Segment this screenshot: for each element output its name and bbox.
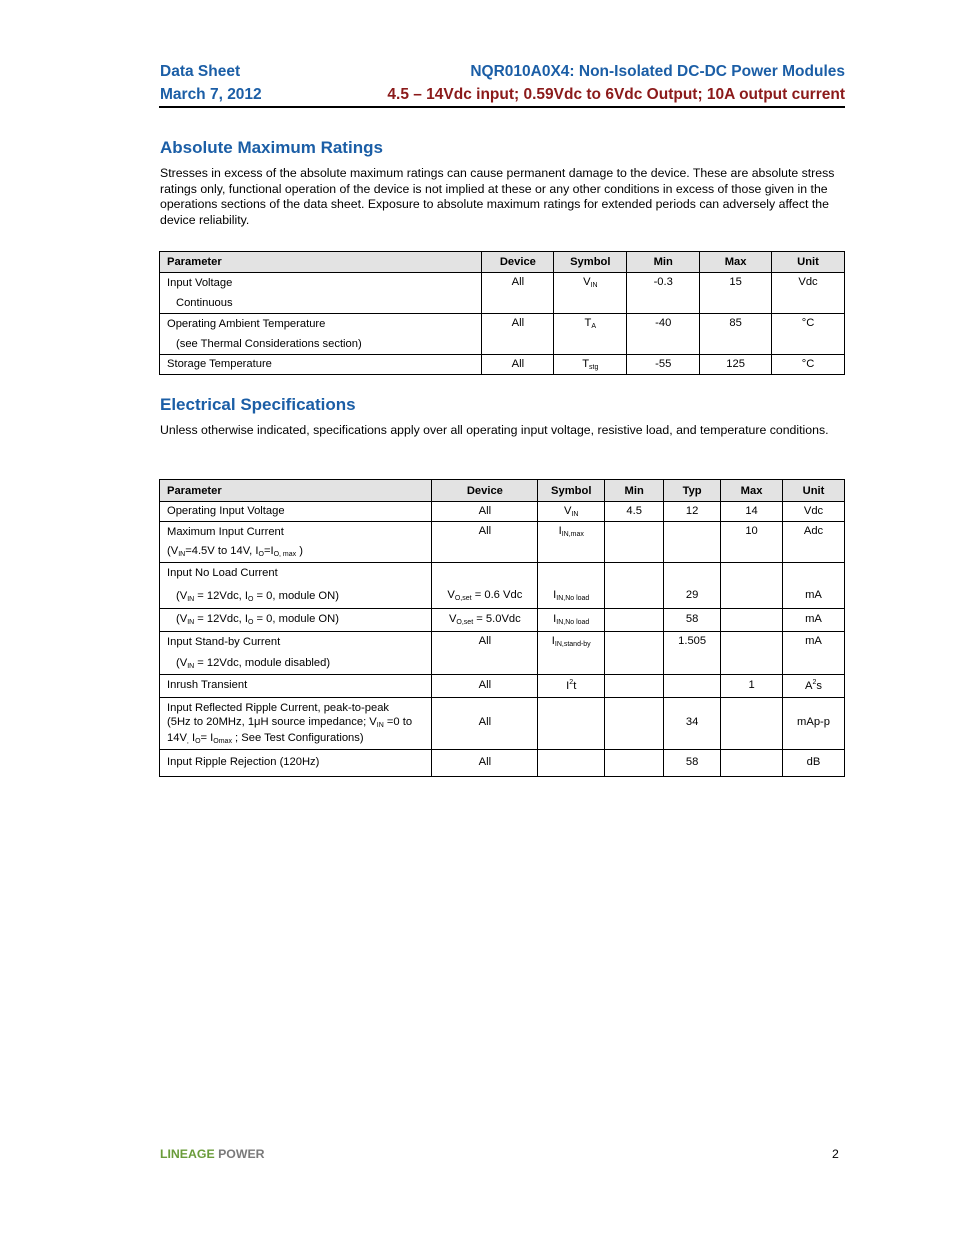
max: 85 [700,314,772,355]
table-row [160,522,845,563]
param: Input No Load Current [167,567,278,579]
device: $V_{O,set} = 5.0Vdc$ [432,609,538,632]
param: Inrush Transient [160,675,432,698]
es-table [159,479,845,777]
table-row [160,563,845,609]
device: All [482,273,554,314]
typ [664,522,721,563]
param: Operating Ambient Temperature [167,318,326,330]
unit: dB [783,750,845,777]
symbol [538,698,605,750]
device: All [432,632,538,675]
param: Operating Input Voltage [160,502,432,522]
param: Input Voltage [167,277,233,289]
max: 1 [721,675,783,698]
param: Input Ripple Rejection (120Hz) [160,750,432,777]
param-condition: ($V_{IN}=4.5V$ to 14V, $I_O=I_{O, max}$ ) [167,545,303,558]
col-header: Max [700,252,772,273]
product-subtitle: 4.5 – 14Vdc input; 0.59Vdc to 6Vdc Output; 10A output current [387,86,845,103]
es-intro: Unless otherwise indicated, specifications apply over all operating input voltage, resistive load, and temperature conditions. [160,423,829,437]
amr-heading: Absolute Maximum Ratings [160,138,383,157]
max [721,632,783,675]
col-header: Min [627,252,700,273]
table-row [160,355,845,375]
es-heading: Electrical Specifications [160,395,356,414]
typ: 29 [664,563,721,609]
param-condition: ($V_{IN} = 12Vdc$, $I_O = 0$, module ON) [176,590,339,603]
table-row [160,273,845,314]
max: 15 [700,273,772,314]
unit: $A^2s$ [783,675,845,698]
symbol [538,750,605,777]
table-header-row [160,252,845,273]
unit: °C [772,355,845,375]
table-row [160,609,845,632]
min [605,609,664,632]
device: All [432,502,538,522]
table-row [160,750,845,777]
col-header: Unit [783,480,845,502]
device: All [482,355,554,375]
max: 14 [721,502,783,522]
min [605,563,664,609]
typ [664,675,721,698]
col-header: Unit [772,252,845,273]
doc-date: March 7, 2012 [160,86,262,103]
table-row [160,314,845,355]
max [721,698,783,750]
table-row [160,502,845,522]
col-header: Device [482,252,554,273]
col-header: Min [605,480,664,502]
unit: Vdc [783,502,845,522]
typ: 1.505 [664,632,721,675]
device: All [432,675,538,698]
symbol: $I_{IN,No load}$ [538,609,605,632]
param-condition: Continuous [176,297,233,309]
amr-table [159,251,845,375]
max [721,750,783,777]
doc-type: Data Sheet [160,63,241,80]
unit: Adc [783,522,845,563]
param: Input Reflected Ripple Current, peak-to-peak (5Hz to 20MHz, 1μH source impedance; $V_{IN} =0$ to $14V_,$ $I_O= I_{Omax}$ ; See Test Configurations) [160,698,432,750]
table-row [160,632,845,675]
min [605,522,664,563]
page-number: 2 [832,1147,839,1161]
max [721,609,783,632]
unit: Vdc [772,273,845,314]
product-title: NQR010A0X4: Non-Isolated DC-DC Power Modules [470,63,845,80]
unit: °C [772,314,845,355]
unit: mA [783,609,845,632]
amr-intro: Stresses in excess of the absolute maximum ratings can cause permanent damage to the device. These are absolute stress ratings only, functional operation of the device is not implied at these or any other conditions in excess of those given in the operations sections of the data sheet. Exposure to absolute maximum ratings for extended periods can adversely affect the device reliability. [160,166,835,227]
max: 125 [700,355,772,375]
max [721,563,783,609]
min: -55 [627,355,700,375]
min [605,698,664,750]
col-header: Parameter [160,252,482,273]
device: All [432,522,538,563]
device: $V_{O,set} = 0.6$ Vdc [432,563,538,609]
symbol: $V_{IN}$ [554,273,627,314]
col-header: Symbol [538,480,605,502]
col-header: Symbol [554,252,627,273]
col-header: Device [432,480,538,502]
symbol: $T_A$ [554,314,627,355]
unit: mA [783,632,845,675]
min: -40 [627,314,700,355]
param-condition: ($V_{IN} = 12Vdc$, $I_O = 0$, module ON) [160,609,432,632]
unit: mAp-p [783,698,845,750]
footer-brand: LINEAGE POWER [160,1147,265,1161]
param-condition: (see Thermal Considerations section) [176,338,362,350]
table-row [160,675,845,698]
min [605,750,664,777]
symbol: $T_{stg}$ [554,355,627,375]
typ: 12 [664,502,721,522]
symbol: $I_{IN,max}$ [538,522,605,563]
typ: 34 [664,698,721,750]
symbol: $V_{IN}$ [538,502,605,522]
device: All [432,750,538,777]
symbol: $I_{IN,stand-by}$ [538,632,605,675]
table-header-row [160,480,845,502]
table-row [160,698,845,750]
col-header: Parameter [160,480,432,502]
col-header: Typ [664,480,721,502]
typ: 58 [664,750,721,777]
col-header: Max [721,480,783,502]
param: Maximum Input Current [167,526,284,538]
typ: 58 [664,609,721,632]
param-condition: ($V_{IN} = 12Vdc$, module disabled) [176,657,331,670]
unit: mA [783,563,845,609]
param: Storage Temperature [160,355,482,375]
param: Input Stand-by Current [167,636,281,648]
max: 10 [721,522,783,563]
symbol: $I^2t$ [538,675,605,698]
min: -0.3 [627,273,700,314]
device: All [482,314,554,355]
header-rule [159,106,845,108]
device: All [432,698,538,750]
min: 4.5 [605,502,664,522]
min [605,632,664,675]
symbol: $I_{IN,No load}$ [538,563,605,609]
min [605,675,664,698]
